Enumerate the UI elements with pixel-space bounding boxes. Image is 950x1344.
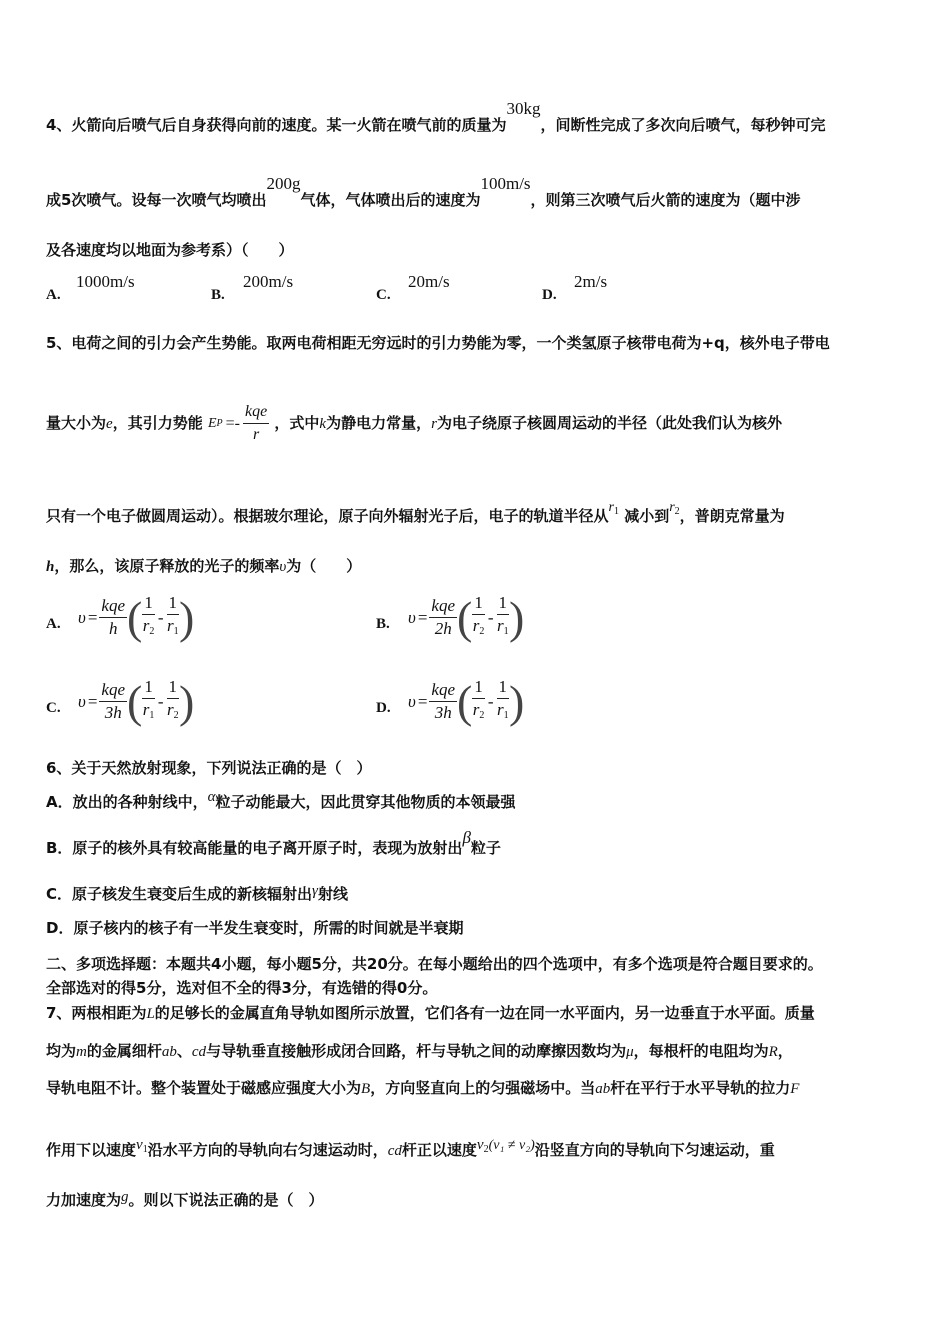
q5-option-b-formula [408, 592, 524, 643]
q5-text: ，式中 [274, 414, 320, 432]
q4-line1 [46, 99, 826, 135]
q5-option-d-label: D. [376, 700, 391, 716]
q7-v-condition: (v₁ ≠ v₂) [488, 1138, 535, 1153]
num: 1 [497, 592, 510, 615]
q5-r2 [669, 500, 679, 515]
q7-text: 与导轨垂直接触形成闭合回路，杆与导轨之间的动摩擦因数均为 [206, 1042, 627, 1060]
den [472, 615, 485, 643]
sub: 1 [173, 626, 179, 637]
q6-stem: 6、关于天然放射现象，下列说法正确的是（ ） [46, 759, 372, 777]
section2-line1: 二、多项选择题：本题共4小题，每小题5分，共20分。在每小题给出的四个选项中，有多个选项是符合题目要求的。 [46, 955, 823, 973]
num: 1 [142, 592, 155, 615]
q7-m: m [76, 1044, 87, 1060]
q7-line5 [46, 1190, 324, 1211]
q5-text: 只有一个电子做圆周运动）。根据玻尔理论，原子向外辐射光子后，电子的轨道半径从 [46, 507, 609, 525]
q7-line2 [46, 1041, 793, 1062]
r: r [472, 700, 480, 719]
q4-option-a-label: A. [46, 287, 61, 303]
q5-text: 为电子绕原子核圆周运动的半径（此处我们认为核外 [436, 414, 782, 432]
q7-text: ， [777, 1042, 793, 1060]
ep-num: kqe [243, 401, 269, 424]
q6-text: B．原子的核外具有较高能量的电子离开原子时，表现为放射出 [46, 839, 463, 857]
frac [429, 679, 457, 724]
q4-option-d-label: D. [542, 287, 557, 303]
q5-option-b-label: B. [376, 616, 390, 632]
r2-letter: r [669, 500, 675, 515]
r1-sub: 1 [613, 506, 619, 517]
minus: - [487, 691, 494, 711]
sub: 2 [479, 710, 485, 721]
num: 1 [472, 592, 485, 615]
left-paren: ( [457, 675, 473, 727]
q6-text: C．原子核发生衰变后生成的新核辐射出 [46, 885, 313, 903]
right-paren: ) [179, 591, 195, 643]
frac [167, 592, 180, 643]
q7-text: 7、两根相距为 [46, 1004, 147, 1022]
frac [142, 592, 155, 643]
v2-sub: 2 [483, 1144, 489, 1155]
q6-text: 射线 [317, 885, 348, 903]
q7-text: 沿竖直方向的导轨向下匀速运动，重 [534, 1141, 775, 1159]
right-paren: ) [509, 591, 525, 643]
alpha-symbol: α [207, 789, 216, 805]
q6-option-b [46, 828, 501, 858]
q5-option-a-formula [78, 592, 194, 643]
num: kqe [429, 595, 457, 618]
right-paren: ) [509, 675, 525, 727]
q6-option-a [46, 789, 516, 813]
den [497, 615, 510, 643]
r: r [142, 700, 150, 719]
r: r [496, 700, 504, 719]
ep-den: r [252, 426, 260, 443]
r: r [496, 616, 504, 635]
q5-nu: υ [279, 559, 287, 575]
q7-text: 的金属细杆 [86, 1042, 162, 1060]
q7-line3 [46, 1078, 799, 1099]
frac [167, 676, 180, 727]
den [497, 699, 510, 727]
q7-text: 。则以下说法正确的是（ ） [128, 1191, 324, 1209]
num: 1 [167, 592, 180, 615]
frac [99, 595, 127, 640]
num: kqe [99, 595, 127, 618]
sub: 2 [173, 710, 179, 721]
q5-line1: 5、电荷之间的引力会产生势能。取两电荷相距无穷远时的引力势能为零，一个类氢原子核带电荷为+q，核外电子带电 [46, 334, 830, 352]
q5-text: 量大小为 [46, 414, 107, 432]
q5-k: k [319, 416, 327, 432]
q7-ab: ab [595, 1081, 611, 1097]
nu: υ [78, 607, 86, 627]
q5-option-c-label: C. [46, 700, 61, 716]
q7-cd: cd [387, 1143, 402, 1159]
num: 1 [497, 676, 510, 699]
q6-option-c [46, 884, 348, 905]
frac [497, 676, 510, 727]
q7-mu: μ [626, 1044, 634, 1060]
r: r [166, 700, 174, 719]
frac [472, 676, 485, 727]
q4-line2 [46, 174, 801, 210]
q7-text: 杆正以速度 [401, 1141, 477, 1159]
ep-sub: P [216, 417, 223, 429]
q7-line1 [46, 1003, 815, 1024]
frac [99, 679, 127, 724]
q7-R: R [768, 1044, 778, 1060]
q5-text: 减小到 [624, 507, 670, 525]
r: r [166, 616, 174, 635]
ep-frac [243, 401, 269, 446]
q4-gas: 200g [266, 174, 301, 193]
left-paren: ( [127, 591, 143, 643]
q7-cd: cd [191, 1044, 207, 1060]
q4-option-b-label: B. [211, 287, 225, 303]
q4-option-c-value: 20m/s [408, 272, 450, 291]
q5-option-a-label: A. [46, 616, 61, 632]
q7-text: 杆在平行于水平导轨的拉力 [610, 1079, 791, 1097]
q7-text: ，方向竖直向上的匀强磁场中。当 [370, 1079, 596, 1097]
sub: 1 [503, 710, 509, 721]
q4-text: ，间断性完成了多次向后喷气，每秒钟可完 [540, 116, 826, 134]
q5-ep-formula [208, 399, 269, 449]
q7-L: L [146, 1006, 155, 1022]
r: r [472, 616, 480, 635]
sub: 2 [479, 626, 485, 637]
ep-symbol: E [207, 415, 217, 431]
v2-letter: v [476, 1137, 484, 1153]
minus: - [157, 691, 164, 711]
minus: - [487, 607, 494, 627]
q4-option-b-value: 200m/s [243, 272, 294, 291]
den [142, 699, 155, 727]
q7-g: g [121, 1189, 129, 1205]
num: kqe [429, 679, 457, 702]
q5-e: e [106, 416, 113, 432]
minus: - [157, 607, 164, 627]
eq: = [417, 607, 428, 627]
q7-line4 [46, 1137, 775, 1166]
q4-text: 气体，气体喷出后的速度为 [300, 191, 481, 209]
q5-line2 [46, 398, 782, 449]
q4-option-d-value: 2m/s [574, 272, 608, 291]
q5-text: ，其引力势能 [112, 414, 203, 432]
r1-letter: r [608, 500, 614, 515]
nu: υ [408, 607, 416, 627]
eq: = [87, 691, 98, 711]
v1-letter: v [136, 1137, 143, 1153]
den [142, 615, 155, 643]
den [472, 699, 485, 727]
q5-h: h [46, 559, 55, 575]
q5-text: ，普朗克常量为 [679, 507, 785, 525]
q7-text: 作用下以速度 [46, 1141, 137, 1159]
den: 3h [434, 703, 452, 722]
num: 1 [472, 676, 485, 699]
q7-B: B [361, 1081, 371, 1097]
q4-option-c-label: C. [376, 287, 391, 303]
q5-r1 [609, 500, 619, 515]
q5-line3 [46, 500, 785, 532]
r2-sub: 2 [674, 506, 680, 517]
q6-text: 粒子 [470, 839, 501, 857]
eq: = [87, 607, 98, 627]
sub: 1 [503, 626, 509, 637]
q4-option-a-value: 1000m/s [76, 272, 135, 291]
sub: 1 [149, 710, 155, 721]
q7-text: 导轨电阻不计。整个装置处于磁感应强度大小为 [46, 1079, 362, 1097]
section2-line2: 全部选对的得5分，选对但不全的得3分，有选错的得0分。 [46, 979, 438, 997]
q7-text: 沿水平方向的导轨向右匀速运动时， [147, 1141, 388, 1159]
q7-text: 力加速度为 [46, 1191, 122, 1209]
q4-speed: 100m/s [480, 174, 531, 193]
beta-symbol: β [462, 828, 471, 847]
q4-text: 4、火箭向后喷气后自身获得向前的速度。某一火箭在喷气前的质量为 [46, 116, 507, 134]
den: 2h [434, 619, 452, 638]
q5-option-d-formula [408, 676, 524, 727]
frac [472, 592, 485, 643]
num: 1 [167, 676, 180, 699]
den: h [108, 619, 118, 638]
eq: = [417, 691, 428, 711]
frac [429, 595, 457, 640]
ep-eq: =- [225, 414, 240, 432]
q7-text: 均为 [46, 1042, 77, 1060]
q5-line4 [46, 556, 361, 577]
den: 3h [104, 703, 122, 722]
q5-text: 为静电力常量， [326, 414, 432, 432]
q7-v1 [136, 1137, 148, 1153]
q5-r: r [431, 416, 437, 432]
nu: υ [78, 691, 86, 711]
q7-text: ，每根杆的电阻均为 [633, 1042, 769, 1060]
q5-text: 为（ ） [286, 557, 362, 575]
left-paren: ( [457, 591, 473, 643]
q5-option-c-formula [78, 676, 194, 727]
q6-text: 粒子动能最大，因此贯穿其他物质的本领最强 [215, 793, 516, 811]
sub: 2 [149, 626, 155, 637]
q7-ab: ab [161, 1044, 177, 1060]
q7-text: 的足够长的金属直角导轨如图所示放置，它们各有一边在同一水平面内，另一边垂直于水平面。质量 [154, 1004, 815, 1022]
q4-text: 成5次喷气。设每一次喷气均喷出 [46, 191, 267, 209]
num: kqe [99, 679, 127, 702]
q7-text: 、 [176, 1042, 192, 1060]
q6-text: A．放出的各种射线中， [46, 793, 208, 811]
gamma-symbol: γ [312, 883, 318, 899]
den [167, 615, 180, 643]
v1-sub: 1 [142, 1144, 148, 1155]
r: r [142, 616, 150, 635]
q4-line3: 及各速度均以地面为参考系）（ ） [46, 241, 294, 259]
q4-mass: 30kg [506, 99, 541, 118]
den [167, 699, 180, 727]
q4-text: ，则第三次喷气后火箭的速度为（题中涉 [530, 191, 801, 209]
num: 1 [142, 676, 155, 699]
left-paren: ( [127, 675, 143, 727]
frac [497, 592, 510, 643]
frac [142, 676, 155, 727]
q7-v2 [477, 1137, 489, 1153]
q6-option-d: D．原子核内的核子有一半发生衰变时，所需的时间就是半衰期 [46, 919, 464, 937]
nu: υ [408, 691, 416, 711]
q7-F: F [790, 1081, 800, 1097]
right-paren: ) [179, 675, 195, 727]
q5-text: ，那么，该原子释放的光子的频率 [54, 557, 280, 575]
